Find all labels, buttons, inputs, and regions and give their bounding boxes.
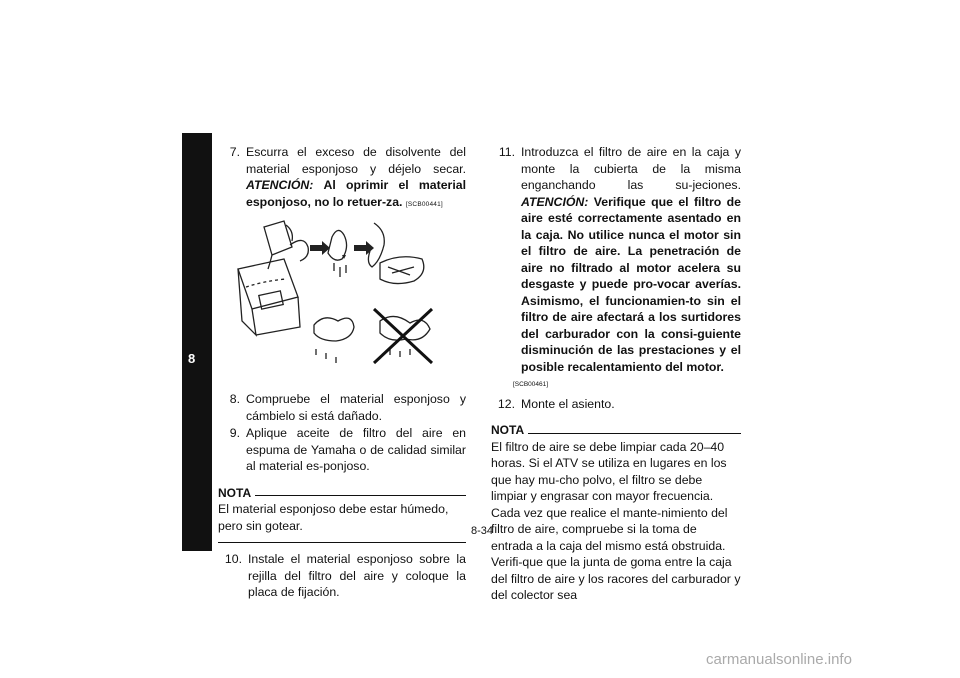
step-9 xyxy=(218,425,466,475)
nota-label: NOTA xyxy=(491,423,525,437)
nota-label: NOTA xyxy=(218,485,252,500)
step-11-text: Introduzca el filtro de aire en la caja y monte la cubierta de la misma enganchando las su-jeciones. xyxy=(521,145,741,192)
reference-code: [SCB00441] xyxy=(405,200,443,208)
nota-heading xyxy=(218,485,466,502)
nota-rule xyxy=(528,433,741,434)
page-number: 8-34 xyxy=(471,525,494,537)
step-number: 9. xyxy=(229,426,240,440)
illustration-svg xyxy=(224,217,454,385)
step-text: Monte el asiento. xyxy=(521,396,615,411)
step-10 xyxy=(218,551,466,601)
step-text: Instale el material esponjoso sobre la rejilla del filtro del aire y coloque la placa de fijación. xyxy=(248,552,466,599)
chapter-number: 8 xyxy=(188,351,196,366)
step-text xyxy=(246,144,466,213)
step-text: Compruebe el material esponjoso y cámbielo si está dañado. xyxy=(246,392,466,423)
watermark: carmanualsonline.info xyxy=(706,651,852,668)
nota-heading xyxy=(491,422,741,439)
warning-text: Verifique que el filtro de aire esté correctamente asentado en la caja. No utilice nunca el motor sin el filtro de aire. La penetración de aire no filtrado al motor acelera su desgaste y puede pro-vocar averías. Asimismo, el funcionamien-to sin el filtro de aire afectará a los surtidores del carburador con la consi-guiente disminución de las prestaciones y el posible recalentamiento del motor. xyxy=(521,194,741,374)
nota-end-rule xyxy=(218,542,466,543)
step-text: Aplique aceite de filtro del aire en espuma de Yamaha o de calidad similar al material es-ponjoso. xyxy=(246,426,466,473)
reference-code: [SCB00461] xyxy=(513,381,549,388)
step-12 xyxy=(491,396,741,413)
foam-cleaning-illustration xyxy=(224,217,454,385)
step-number: 8. xyxy=(229,392,240,406)
step-number: 11. xyxy=(498,145,515,159)
chapter-tab xyxy=(182,133,212,551)
step-text xyxy=(521,144,741,375)
step-11 xyxy=(491,144,741,375)
warning-label: ATENCIÓN: xyxy=(246,178,314,192)
nota-text: El material esponjoso debe estar húmedo, pero sin gotear. xyxy=(218,502,449,533)
step-number: 10. xyxy=(224,552,242,566)
nota-rule xyxy=(255,495,466,496)
right-column xyxy=(491,144,741,604)
step-number: 12. xyxy=(497,396,515,411)
nota-text: El filtro de aire se debe limpiar cada 20–40 horas. Si el ATV se utiliza en lugares en los que hay mu-cho polvo, el filtro se debe limpiar y engrasar con mayor frecuencia. Cada vez que realice el mante-nimiento del filtro de aire, compruebe si la toma de entrada a la caja del mismo está obstruida. Verifi-que que la junta de goma entre la caja del filtro de aire y los racores del carburador y del colector sea xyxy=(491,439,741,602)
step-number: 7. xyxy=(229,145,240,159)
step-7 xyxy=(218,144,466,213)
step-7-text: Escurra el exceso de disolvente del material esponjoso y déjelo secar. xyxy=(246,145,466,176)
warning-text: Al oprimir el material esponjoso, no lo retuer-za. xyxy=(246,178,467,209)
step-8 xyxy=(218,391,466,424)
warning-label: ATENCIÓN: xyxy=(521,194,589,209)
left-column xyxy=(218,144,466,602)
